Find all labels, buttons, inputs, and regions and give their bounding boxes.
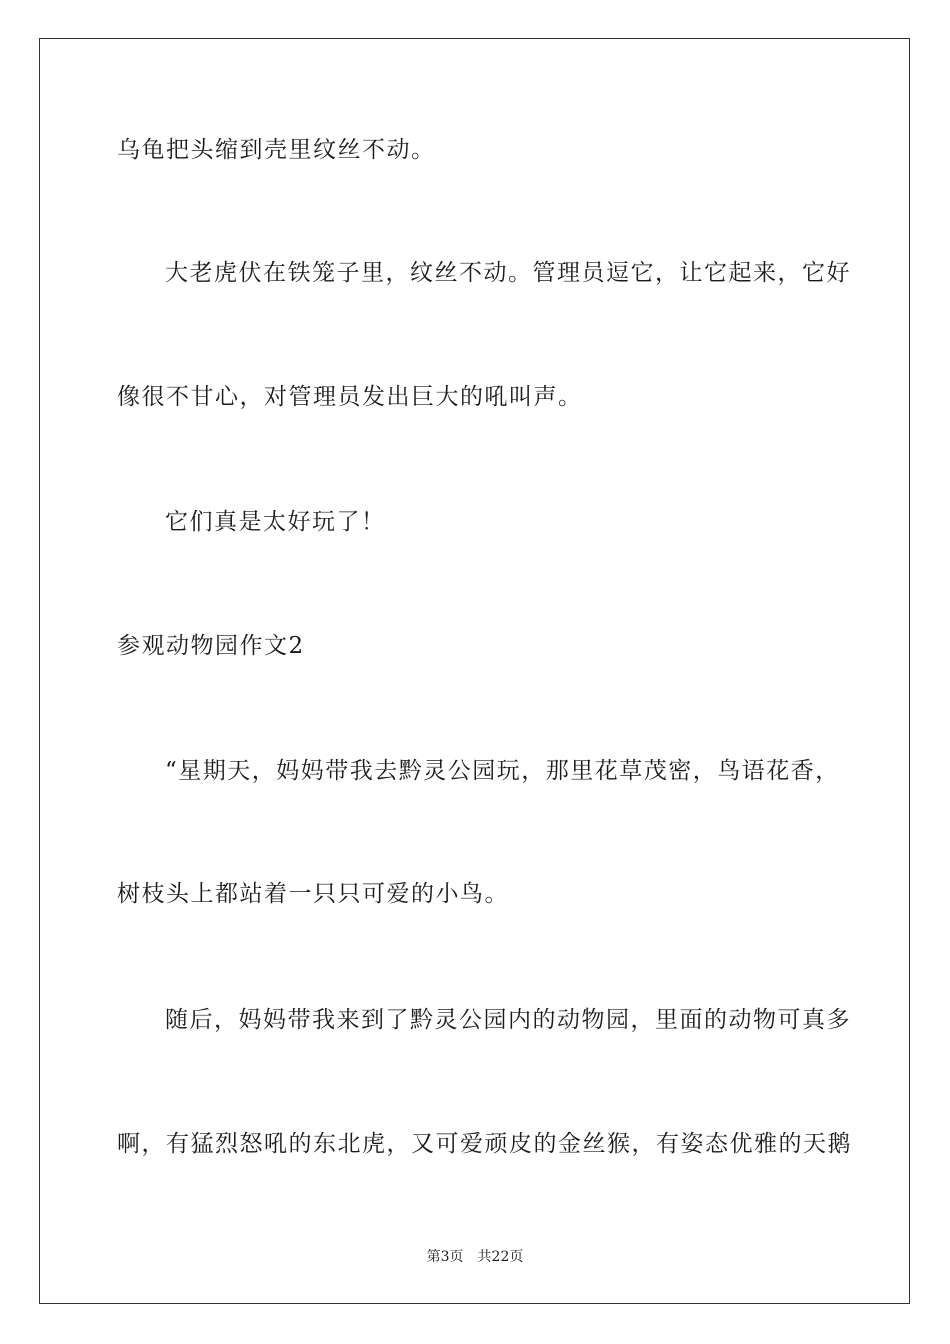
page-number: 第3页	[426, 1249, 464, 1265]
text-line-8: 啊，有猛烈怒吼的东北虎，又可爱顽皮的金丝猴，有姿态优雅的天鹅	[117, 1131, 852, 1157]
text-line-3: 像很不甘心，对管理员发出巨大的吼叫声。	[117, 384, 583, 410]
text-line-1: 乌龟把头缩到壳里纹丝不动。	[117, 137, 436, 163]
text-line-7: 随后，妈妈带我来到了黔灵公园内的动物园，里面的动物可真多	[165, 1007, 851, 1033]
text-line-5: “星期天，妈妈带我去黔灵公园玩，那里花草茂密，鸟语花香，	[165, 758, 840, 784]
page-border	[39, 38, 910, 1304]
text-line-6: 树枝头上都站着一只只可爱的小鸟。	[117, 881, 509, 907]
text-line-4: 它们真是太好玩了！	[165, 509, 386, 535]
page-total: 共22页	[477, 1249, 524, 1265]
page-footer	[0, 1248, 950, 1266]
section-heading: 参观动物园作文2	[117, 633, 305, 659]
text-line-2: 大老虎伏在铁笼子里，纹丝不动。管理员逗它，让它起来，它好	[165, 260, 851, 286]
